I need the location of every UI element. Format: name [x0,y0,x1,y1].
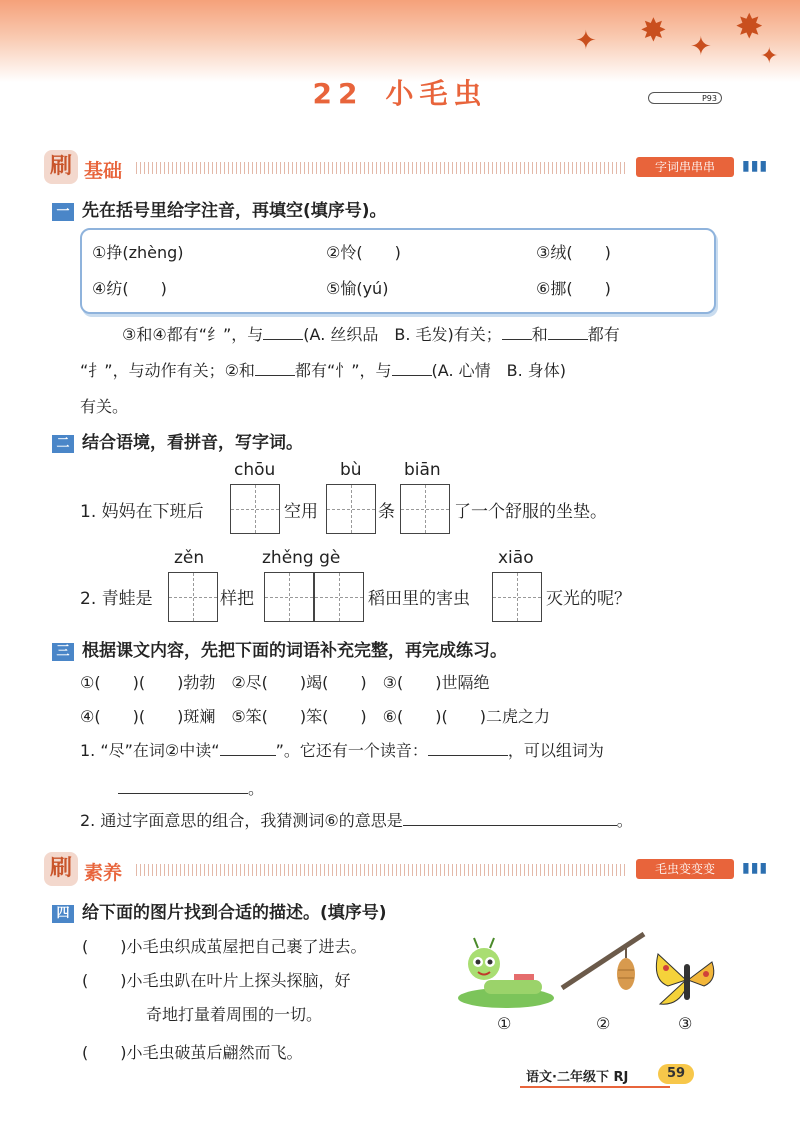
pinyin-label: biān [404,460,441,480]
answer-blank[interactable] [255,375,295,376]
maple-leaf-icon: ✦ [575,26,597,56]
pinyin-label: zěn [174,548,205,568]
answer-blank[interactable] [502,339,532,340]
bars-icon: ▮▮▮ [742,860,769,876]
section-header-basic: 刷 基础 字词串串串 ▮▮▮ [44,150,724,184]
question-4: 四 给下面的图片找到合适的描述。(填序号) [52,898,387,923]
char-item: ⑤愉(yú) [326,279,389,298]
answer-blank[interactable] [392,375,432,376]
description-line[interactable]: ( )小毛虫破茧后翩然而飞。 [82,1043,303,1062]
maple-leaf-icon: ✦ [690,32,712,62]
picture-label: ③ [678,1014,693,1033]
cocoon-image [560,930,650,1006]
section-tag: 毛虫变变变 [636,859,734,879]
question-3: 三 根据课文内容，先把下面的词语补充完整，再完成练习。 [52,636,507,661]
phonetic-box [80,228,716,314]
q3-sub1-cont: 。 [118,776,264,799]
char-item[interactable]: ④纺( ) [92,279,167,298]
pinyin-label: zhěng gè [262,548,341,568]
answer-blank[interactable] [403,825,617,826]
char-item[interactable]: ⑥挪( ) [536,279,611,298]
question-1: 一 先在括号里给字注音，再填空(填序号)。 [52,196,387,221]
answer-blank[interactable] [118,793,248,794]
question-2: 二 结合语境，看拼音，写字词。 [52,428,303,453]
maple-leaf-icon: ✦ [760,44,779,69]
pinyin-label: bù [340,460,362,480]
writing-grid[interactable] [264,572,314,622]
section-header-literacy: 刷 素养 毛虫变变变 ▮▮▮ [44,852,724,886]
q1-paragraph-line2: “扌”，与动作有关；②和 都有“忄”，与 (A. 心情 B. 身体) [80,361,567,380]
bars-icon: ▮▮▮ [742,158,769,174]
section-tag: 字词串串串 [636,157,734,177]
writing-grid[interactable] [326,484,376,534]
butterfly-image [652,950,722,1010]
pinyin-label: chōu [234,460,276,480]
page-number: 59 [658,1064,694,1084]
picture-label: ① [497,1014,512,1033]
description-line[interactable]: ( )小毛虫织成茧屋把自己裹了进去。 [82,937,367,956]
header-banner [0,0,800,82]
answer-blank[interactable] [548,339,588,340]
char-item[interactable]: ②怜( ) [326,243,401,262]
writing-grid[interactable] [168,572,218,622]
idiom-row: ①( )( )勃勃 ②尽( )竭( ) ③( )世隔绝 [80,673,490,692]
q1-paragraph-line1: ③和④都有“纟”，与 (A. 丝织品 B. 毛发)有关； 和 都有 [122,325,620,344]
description-line: 奇地打量着周围的一切。 [146,1005,323,1024]
char-item: ①挣(zhèng) [92,243,184,262]
writing-grid[interactable] [314,572,364,622]
maple-leaf-icon: ✸ [640,11,667,49]
pinyin-label: xiāo [498,548,534,568]
q3-sub1: 1. “尽”在词②中读“ ”。它还有一个读音： ，可以组词为 [80,741,604,760]
answer-blank[interactable] [263,339,303,340]
caterpillar-image [456,936,556,1008]
page-title: 22 小毛虫 [312,77,488,110]
q3-sub2: 2. 通过字面意思的组合，我猜测词⑥的意思是 。 [80,811,633,830]
answer-blank[interactable] [428,755,508,756]
answer-blank[interactable] [220,755,276,756]
picture-label: ② [596,1014,611,1033]
textbook-page-tag: P93 [648,92,722,104]
char-item[interactable]: ③绒( ) [536,243,611,262]
footer-subject: 语文·二年级下 RJ [526,1070,629,1085]
writing-grid[interactable] [492,572,542,622]
writing-grid[interactable] [400,484,450,534]
q1-paragraph-line3: 有关。 [80,397,129,416]
idiom-row: ④( )( )斑斓 ⑤笨( )笨( ) ⑥( )( )二虎之力 [80,707,550,726]
maple-leaf-icon: ✸ [735,7,764,47]
writing-grid[interactable] [230,484,280,534]
description-line[interactable]: ( )小毛虫趴在叶片上探头探脑，好 [82,971,351,990]
